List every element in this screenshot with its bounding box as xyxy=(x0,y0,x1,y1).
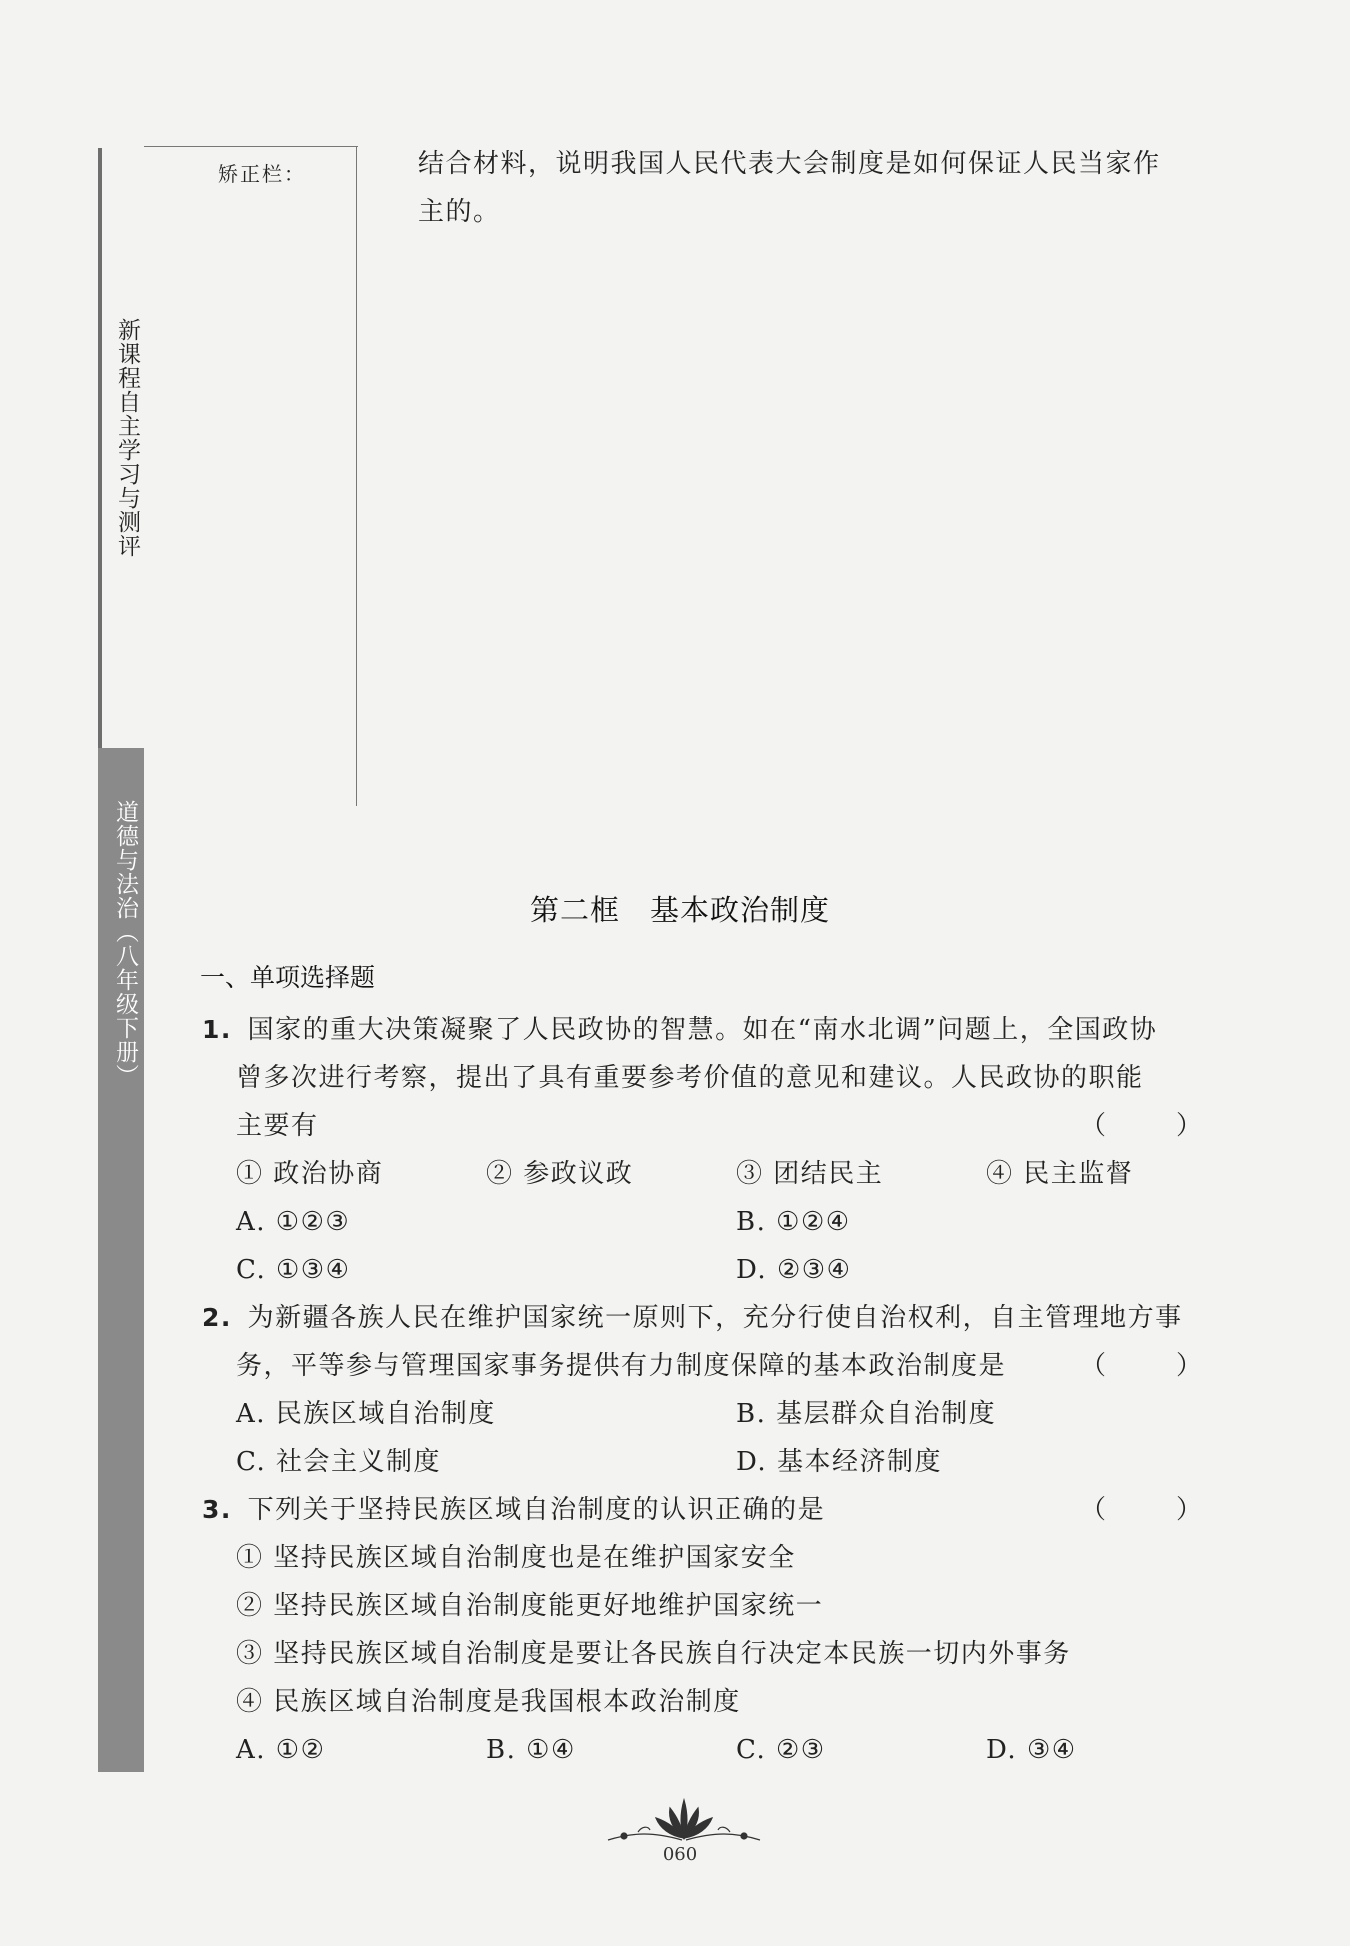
correction-column-right-border xyxy=(356,146,357,806)
question-1-option-c[interactable]: C. ①③④ xyxy=(236,1255,351,1285)
correction-column-label: 矫正栏： xyxy=(218,162,306,186)
question-3-item-3: ③ 坚持民族区域自治制度是要让各民族自行决定本民族一切内外事务 xyxy=(236,1639,1071,1669)
question-1-item-3: ③ 团结民主 xyxy=(736,1159,884,1189)
question-3-number: 3. xyxy=(202,1495,232,1524)
question-1-answer-bracket[interactable]: （ ） xyxy=(1080,1111,1225,1141)
question-1 xyxy=(202,1006,1157,1054)
question-1-item-1: ① 政治协商 xyxy=(236,1159,384,1189)
question-2 xyxy=(202,1294,1183,1342)
question-3-line-1: 下列关于坚持民族区域自治制度的认识正确的是 xyxy=(247,1495,826,1525)
question-2-option-c[interactable]: C. 社会主义制度 xyxy=(236,1447,441,1477)
question-1-item-4: ④ 民主监督 xyxy=(986,1159,1134,1189)
question-3-item-1: ① 坚持民族区域自治制度也是在维护国家安全 xyxy=(236,1543,796,1573)
book-title: 道德与法治（八年级下册） xyxy=(112,800,138,1088)
question-1-line-2: 曾多次进行考察，提出了具有重要参考价值的意见和建议。人民政协的职能 xyxy=(236,1063,1144,1093)
question-2-option-d[interactable]: D. 基本经济制度 xyxy=(736,1447,942,1477)
part-heading: 一、单项选择题 xyxy=(200,963,376,992)
intro-line-1: 结合材料，说明我国人民代表大会制度是如何保证人民当家作 xyxy=(418,149,1161,179)
correction-column-top-border xyxy=(144,146,358,147)
question-3-answer-bracket[interactable]: （ ） xyxy=(1080,1495,1225,1525)
section-title: 第二框 基本政治制度 xyxy=(529,893,830,927)
question-2-answer-bracket[interactable]: （ ） xyxy=(1080,1351,1225,1381)
question-3-option-a[interactable]: A. ①② xyxy=(236,1735,326,1765)
question-2-option-b[interactable]: B. 基层群众自治制度 xyxy=(736,1399,997,1429)
question-2-number: 2. xyxy=(202,1303,232,1332)
series-title: 新课程自主学习与测评 xyxy=(114,318,140,558)
question-1-option-d[interactable]: D. ②③④ xyxy=(736,1255,852,1285)
question-3 xyxy=(202,1486,825,1534)
question-2-line-2: 务，平等参与管理国家事务提供有力制度保障的基本政治制度是 xyxy=(236,1351,1007,1381)
question-1-item-2: ② 参政议政 xyxy=(486,1159,634,1189)
page-number: 060 xyxy=(662,1844,698,1865)
question-3-option-b[interactable]: B. ①④ xyxy=(486,1735,576,1765)
question-3-item-2: ② 坚持民族区域自治制度能更好地维护国家统一 xyxy=(236,1591,824,1621)
question-3-item-4: ④ 民族区域自治制度是我国根本政治制度 xyxy=(236,1687,741,1717)
question-2-option-a[interactable]: A. 民族区域自治制度 xyxy=(236,1399,496,1429)
floral-ornament-icon xyxy=(604,1788,764,1848)
question-3-option-d[interactable]: D. ③④ xyxy=(986,1735,1077,1765)
question-1-line-3: 主要有 xyxy=(236,1111,319,1141)
question-2-line-1: 为新疆各族人民在维护国家统一原则下，充分行使自治权利，自主管理地方事 xyxy=(247,1303,1183,1333)
question-1-number: 1. xyxy=(202,1015,232,1044)
question-3-option-c[interactable]: C. ②③ xyxy=(736,1735,826,1765)
question-1-line-1: 国家的重大决策凝聚了人民政协的智慧。如在“南水北调”问题上，全国政协 xyxy=(247,1015,1158,1045)
question-1-option-a[interactable]: A. ①②③ xyxy=(236,1207,351,1237)
question-1-option-b[interactable]: B. ①②④ xyxy=(736,1207,851,1237)
intro-line-2: 主的。 xyxy=(418,197,501,227)
